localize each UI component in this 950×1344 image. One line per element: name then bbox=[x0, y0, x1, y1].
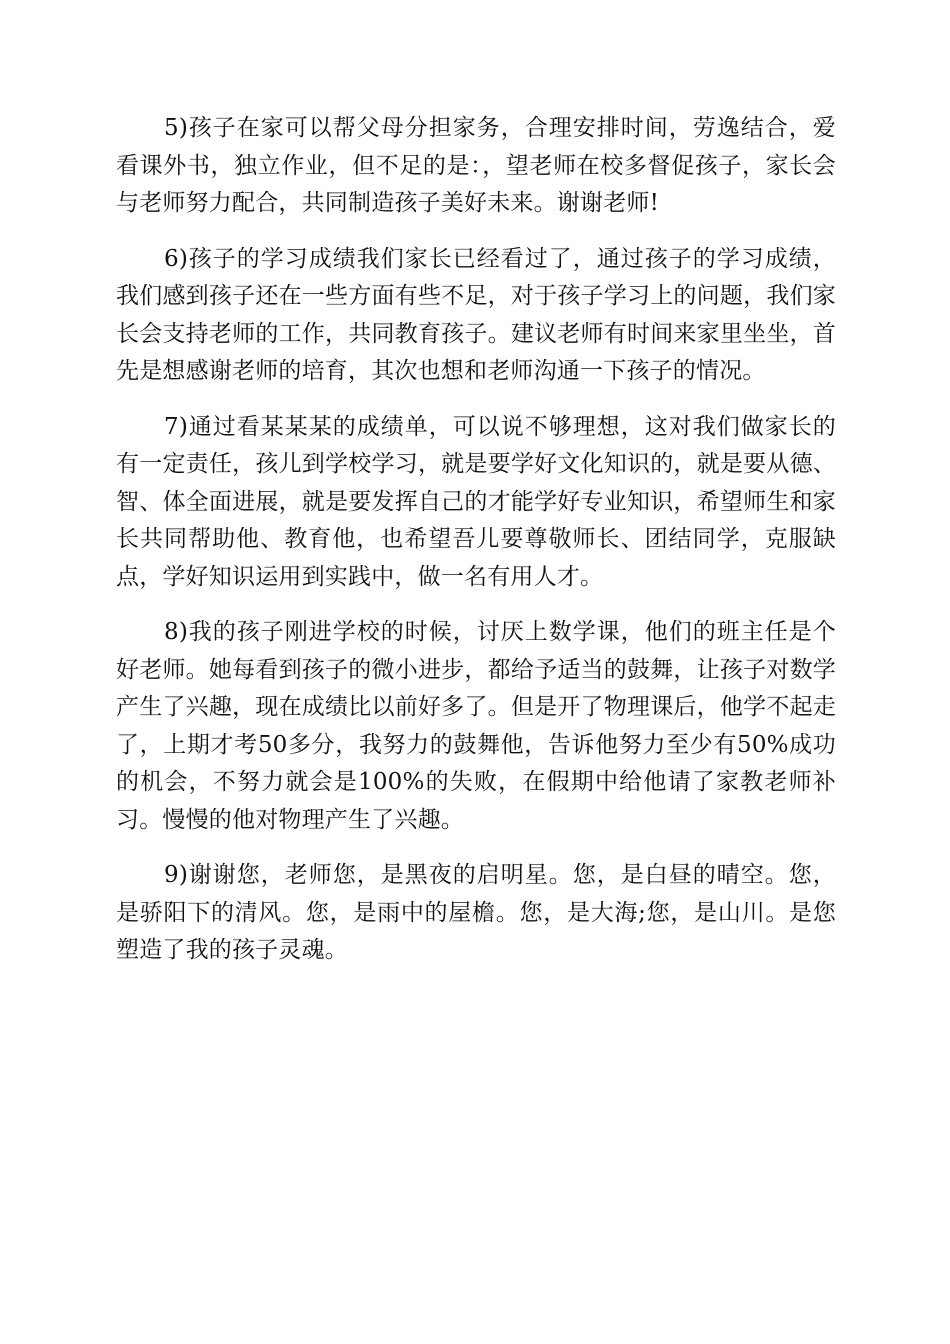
paragraph-9: 9)谢谢您，老师您，是黑夜的启明星。您，是白昼的晴空。您，是骄阳下的清风。您，是雨中的屋檐。您，是大海;您，是山川。是您塑造了我的孩子灵魂。 bbox=[116, 862, 836, 963]
paragraph-7: 7)通过看某某某的成绩单，可以说不够理想，这对我们做家长的有一定责任，孩儿到学校学习，就是要学好文化知识的，就是要从德、智、体全面进展，就是要发挥自己的才能学好专业知识，希望师生和家长共同帮助他、教育他，也希望吾儿要尊敬师长、团结同学，克服缺点，学好知识运用到实践中，做一名有用人才。 bbox=[116, 413, 836, 590]
paragraph-5: 5)孩子在家可以帮父母分担家务，合理安排时间，劳逸结合，爱看课外书，独立作业，但不足的是：，望老师在校多督促孩子，家长会与老师努力配合，共同制造孩子美好未来。谢谢老师! bbox=[116, 115, 836, 216]
paragraph-8: 8)我的孩子刚进学校的时候，讨厌上数学课，他们的班主任是个好老师。她每看到孩子的微小进步，都给予适当的鼓舞，让孩子对数学产生了兴趣，现在成绩比以前好多了。但是开了物理课后，他学不起走了，上期才考50多分，我努力的鼓舞他，告诉他努力至少有50%成功的机会，不努力就会是100%的失败，在假期中给他请了家教老师补习。慢慢的他对物理产生了兴趣。 bbox=[116, 619, 836, 833]
document-body bbox=[116, 110, 836, 988]
paragraph-6: 6)孩子的学习成绩我们家长已经看过了，通过孩子的学习成绩，我们感到孩子还在一些方面有些不足，对于孩子学习上的问题，我们家长会支持老师的工作，共同教育孩子。建议老师有时间来家里坐坐，首先是想感谢老师的培育，其次也想和老师沟通一下孩子的情况。 bbox=[116, 245, 836, 384]
